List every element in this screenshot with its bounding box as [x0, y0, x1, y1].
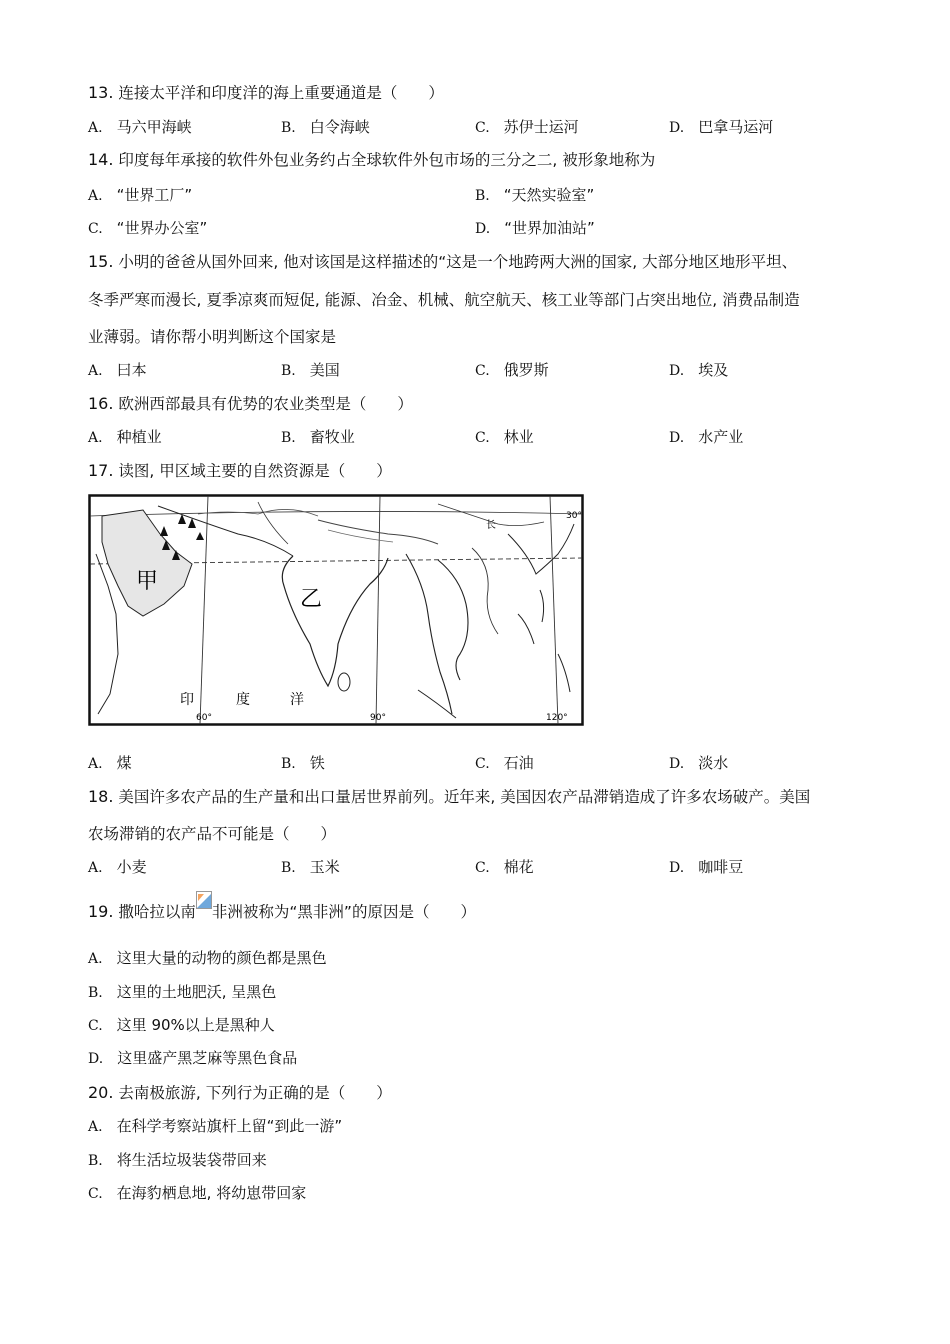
option-text: “世界工厂”: [116, 186, 193, 204]
lat-30: 30°: [566, 511, 582, 521]
lon-120: 120°: [546, 713, 568, 723]
option-d[interactable]: [669, 426, 743, 447]
option-text: 这里大量的动物的颜色都是黑色: [116, 949, 327, 967]
lon-60: 60°: [196, 713, 212, 723]
question-19: [88, 900, 476, 922]
option-letter: B.: [281, 756, 296, 772]
option-d[interactable]: [669, 116, 773, 137]
option-letter: D.: [475, 221, 491, 237]
option-c[interactable]: [88, 1182, 306, 1203]
option-letter: C.: [475, 363, 490, 379]
option-text: 在科学考察站旗杆上留“到此一游”: [116, 1117, 343, 1135]
option-text: 白令海峡: [309, 118, 370, 136]
option-text: 美国: [309, 361, 340, 379]
question-stem-line-2: 农场滞销的农产品不可能是（ ）: [88, 825, 337, 843]
option-text: 俄罗斯: [503, 361, 549, 379]
option-a[interactable]: [88, 359, 147, 380]
question-stem-part-1: 撒哈拉以南: [118, 903, 196, 921]
broken-image-icon: [196, 891, 212, 909]
option-text: 在海豹栖息地, 将幼崽带回家: [116, 1184, 307, 1202]
option-letter: A.: [88, 188, 103, 204]
question-number: 16.: [88, 394, 114, 413]
question-stem: 去南极旅游, 下列行为正确的是（ ）: [118, 1084, 392, 1102]
option-text: 这里盛产黑芝麻等黑色食品: [117, 1049, 298, 1067]
option-letter: C.: [475, 430, 490, 446]
option-b[interactable]: [88, 981, 276, 1002]
option-d[interactable]: [669, 856, 743, 877]
option-letter: B.: [88, 1153, 103, 1169]
option-a[interactable]: [88, 184, 192, 205]
option-letter: A.: [88, 1119, 103, 1135]
option-text: 这里 90%以上是黑种人: [116, 1016, 275, 1034]
question-number: 17.: [88, 461, 114, 480]
option-text: 将生活垃圾装袋带回来: [116, 1151, 267, 1169]
question-13: [88, 81, 444, 103]
option-c[interactable]: [475, 426, 534, 447]
option-d[interactable]: [475, 217, 595, 238]
option-text: 苏伊士运河: [503, 118, 579, 136]
option-a[interactable]: [88, 1115, 342, 1136]
question-number: 13.: [88, 83, 114, 102]
option-text: “世界加油站”: [504, 219, 595, 237]
option-d[interactable]: [669, 752, 728, 773]
question-20: [88, 1081, 392, 1103]
option-text: “世界办公室”: [116, 219, 208, 237]
option-letter: D.: [669, 860, 685, 876]
label-yi: 乙: [300, 587, 323, 612]
lon-90: 90°: [370, 713, 386, 723]
ocean-label-3: 洋: [290, 692, 304, 708]
option-text: 咖啡豆: [698, 858, 744, 876]
option-c[interactable]: [88, 1014, 275, 1035]
option-letter: C.: [88, 221, 103, 237]
option-letter: D.: [669, 363, 685, 379]
question-stem: 读图, 甲区域主要的自然资源是（ ）: [118, 462, 392, 480]
question-18: [88, 785, 810, 807]
question-number: 18.: [88, 787, 114, 806]
option-letter: D.: [669, 120, 685, 136]
option-letter: C.: [88, 1018, 103, 1034]
question-number: 19.: [88, 902, 114, 921]
option-letter: D.: [88, 1051, 104, 1067]
question-17: [88, 459, 392, 481]
option-a[interactable]: [88, 116, 192, 137]
option-d[interactable]: [669, 359, 728, 380]
question-16: [88, 392, 413, 414]
option-b[interactable]: [281, 752, 325, 773]
option-text: 水产业: [698, 428, 744, 446]
option-b[interactable]: [281, 426, 355, 447]
option-text: “天然实验室”: [503, 186, 595, 204]
question-stem: 印度每年承接的软件外包业务约占全球软件外包市场的三分之二, 被形象地称为: [118, 151, 656, 169]
option-letter: A.: [88, 363, 103, 379]
option-letter: C.: [475, 860, 490, 876]
question-number: 15.: [88, 252, 114, 271]
option-letter: A.: [88, 756, 103, 772]
option-letter: B.: [281, 860, 296, 876]
option-text: 淡水: [698, 754, 729, 772]
option-a[interactable]: [88, 947, 327, 968]
option-a[interactable]: [88, 752, 132, 773]
option-a[interactable]: [88, 426, 162, 447]
option-letter: B.: [281, 430, 296, 446]
option-text: 铁: [309, 754, 325, 772]
option-text: 马六甲海峡: [116, 118, 192, 136]
question-stem-line-3: 业薄弱。请你帮小明判断这个国家是: [88, 328, 337, 346]
option-letter: B.: [475, 188, 490, 204]
ocean-label-1: 印: [180, 692, 194, 708]
option-letter: B.: [281, 363, 296, 379]
ocean-label-2: 度: [236, 692, 250, 708]
option-letter: B.: [281, 120, 296, 136]
option-text: 种植业: [116, 428, 162, 446]
question-stem: 连接太平洋和印度洋的海上重要通道是（ ）: [118, 84, 444, 102]
question-stem: 欧洲西部最具有优势的农业类型是（ ）: [118, 395, 413, 413]
option-b[interactable]: [281, 116, 370, 137]
question-stem-part-2: 非洲被称为“黑非洲”的原因是（ ）: [211, 903, 476, 921]
question-14: [88, 148, 655, 170]
option-text: 曰本: [116, 361, 147, 379]
option-letter: A.: [88, 430, 103, 446]
question-number: 20.: [88, 1083, 114, 1102]
option-b[interactable]: [88, 1149, 267, 1170]
option-letter: A.: [88, 951, 103, 967]
question-number: 14.: [88, 150, 114, 169]
option-text: 林业: [503, 428, 534, 446]
option-c[interactable]: [475, 752, 534, 773]
label-jia: 甲: [136, 569, 159, 594]
option-letter: C.: [475, 756, 490, 772]
option-text: 埃及: [698, 361, 729, 379]
option-text: 巴拿马运河: [698, 118, 774, 136]
option-b[interactable]: [475, 184, 594, 205]
option-b[interactable]: [281, 856, 340, 877]
option-text: 玉米: [309, 858, 340, 876]
option-letter: A.: [88, 860, 103, 876]
option-text: 小麦: [116, 858, 147, 876]
option-d[interactable]: [88, 1047, 297, 1068]
option-letter: D.: [669, 756, 685, 772]
asia-map-figure: [88, 494, 584, 726]
question-stem: 美国许多农产品的生产量和出口量居世界前列。近年来, 美国因农产品滞销造成了许多农场破产。美国: [118, 788, 811, 806]
option-text: 煤: [116, 754, 132, 772]
question-15: [88, 250, 797, 272]
option-c[interactable]: [475, 116, 579, 137]
option-letter: D.: [669, 430, 685, 446]
option-c[interactable]: [475, 359, 549, 380]
option-c[interactable]: [475, 856, 534, 877]
option-text: 棉花: [503, 858, 534, 876]
option-text: 这里的土地肥沃, 呈黑色: [116, 983, 277, 1001]
option-a[interactable]: [88, 856, 147, 877]
option-text: 石油: [503, 754, 534, 772]
question-stem-line-2: 冬季严寒而漫长, 夏季凉爽而短促, 能源、冶金、机械、航空航天、核工业等部门占突出地位, 消费品制造: [88, 291, 800, 309]
option-c[interactable]: [88, 217, 207, 238]
option-letter: C.: [88, 1186, 103, 1202]
question-stem: 小明的爸爸从国外回来, 他对该国是这样描述的“这是一个地跨两大洲的国家, 大部分地区地形平坦、: [118, 253, 798, 271]
option-letter: A.: [88, 120, 103, 136]
label-chang: 长: [486, 520, 496, 531]
option-text: 畜牧业: [309, 428, 355, 446]
option-letter: B.: [88, 985, 103, 1001]
option-letter: C.: [475, 120, 490, 136]
option-b[interactable]: [281, 359, 340, 380]
